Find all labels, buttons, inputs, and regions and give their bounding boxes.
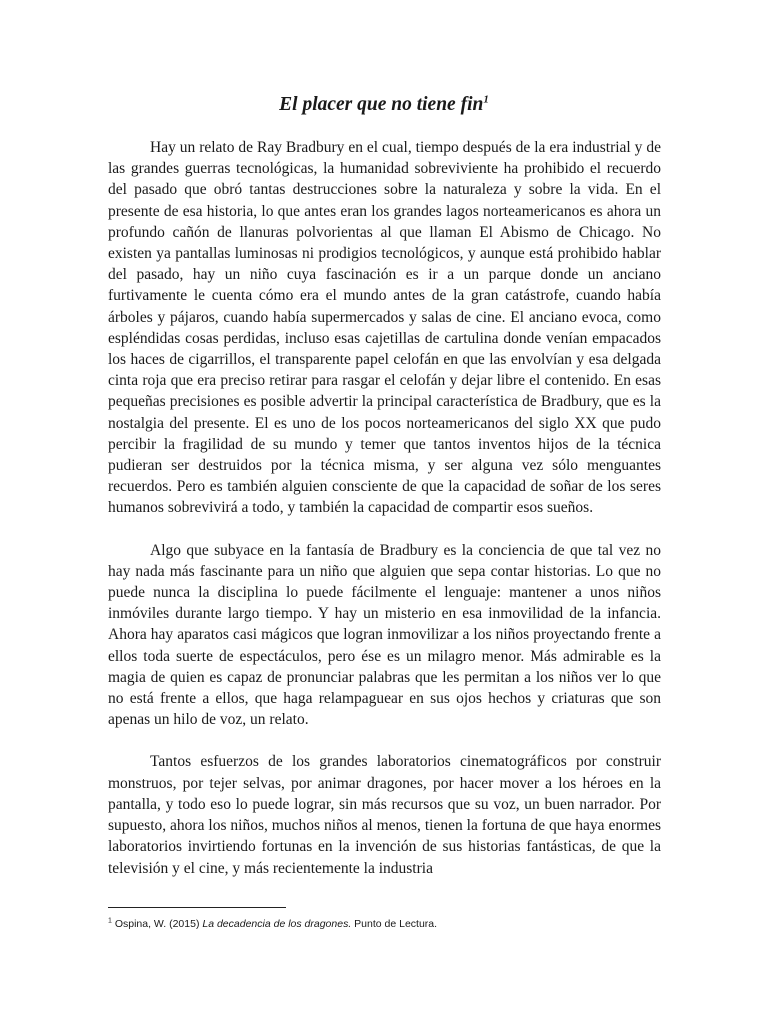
document-body [108, 137, 661, 879]
title-footnote-marker: 1 [483, 93, 489, 106]
footnote-author-year: Ospina, W. (2015) [114, 918, 200, 930]
footnote-book-title: La decadencia de los dragones. [202, 918, 352, 930]
paragraph-2: Algo que subyace en la fantasía de Bradbury es la conciencia de que tal vez no hay nada más fascinante para un niño que alguien que sepa contar historias. Lo que no puede nunca la disciplina lo puede fácilmente el lenguaje: mantener a unos niños inmóviles durante largo tiempo. Y hay un misterio en esa inmovilidad de la infancia. Ahora hay aparatos casi mágicos que logran inmovilizar a los niños proyectando frente a ellos toda suerte de espectáculos, pero ése es un milagro menor. Más admirable es la magia de quien es capaz de pronunciar palabras que les permitan a los niños ver lo que no está frente a ellos, que haga relampaguear en sus ojos hechos y criaturas que son apenas un hilo de voz, un relato. [108, 541, 661, 729]
footnote-publisher: Punto de Lectura. [354, 918, 438, 930]
paragraph-1: Hay un relato de Ray Bradbury en el cual, tiempo después de la era industrial y de las grandes guerras tecnológicas, la humanidad sobreviviente ha prohibido el recuerdo del pasado que obró tantas destrucciones sobre la naturaleza y sobre la vida. En el presente de esa historia, lo que antes eran los grandes lagos norteamericanos es ahora un profundo cañón de llanuras polvorientas al que llaman El Abismo de Chicago. No existen ya pantallas luminosas ni prodigios tecnológicos, y aunque está prohibido hablar del pasado, hay un niño cuya fascinación es ir a un parque donde un anciano furtivamente le cuenta cómo era el mundo antes de la gran catástrofe, cuando había árboles y pájaros, cuando había supermercados y salas de cine. El anciano evoca, como espléndidas cosas perdidas, incluso esas cajetillas de cartulina donde venían empacados los haces de cigarrillos, el transparente papel celofán en que las envolvían y esa delgada cinta roja que era preciso retirar para rasgar el celofán y dejar libre el contenido. En esas pequeñas precisiones es posible advertir la principal característica de Bradbury, que es la nostalgia del presente. El es uno de los pocos norteamericanos del siglo XX que pudo percibir la fragilidad de su mundo y temer que tantos inventos hijos de la técnica pudieran ser destruidos por la técnica misma, y ser alguna vez sólo menguantes recuerdos. Pero es también alguien consciente de que la capacidad de soñar de los seres humanos sobrevivirá a todo, y también la capacidad de compartir esos sueños. [108, 139, 661, 517]
footnote [108, 917, 661, 931]
footnote-separator [108, 907, 286, 908]
document-title [0, 92, 768, 118]
footnote-marker: 1 [108, 917, 112, 925]
title-text: El placer que no tiene fin [279, 94, 484, 115]
paragraph-3: Tantos esfuerzos de los grandes laboratorios cinematográficos por construir monstruos, por tejer selvas, por animar dragones, por hacer mover a los héroes en la pantalla, y todo eso lo puede lograr, sin más recursos que su voz, un buen narrador. Por supuesto, ahora los niños, muchos niños al menos, tienen la fortuna de que haya enormes laboratorios invirtiendo fortunas en la invención de sus historias fantásticas, de que la televisión y el cine, y más recientemente la industria [108, 753, 661, 877]
